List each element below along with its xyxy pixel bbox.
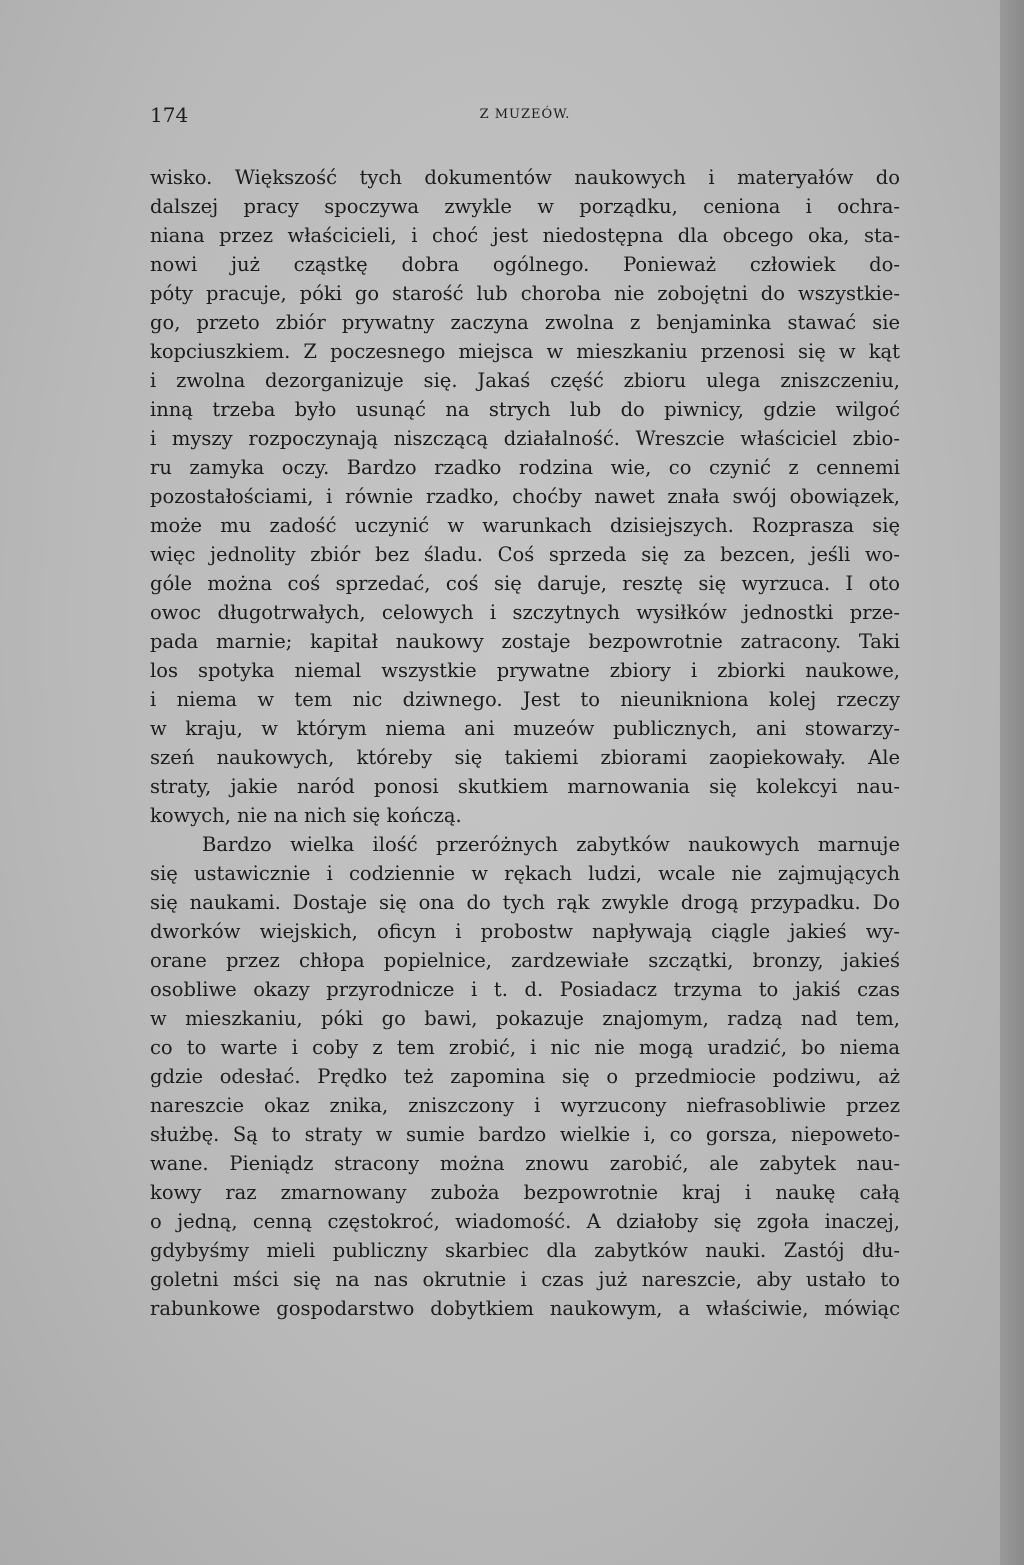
text-line: się ustawicznie i codziennie w rękach ludzi, wcale nie zajmujących <box>150 862 900 885</box>
text-line: góle można coś sprzedać, coś się daruje, resztę się wyrzuca. I oto <box>150 572 900 595</box>
text-line: więc jednolity zbiór bez śladu. Coś sprzeda się za bezcen, jeśli wo- <box>150 543 900 566</box>
page-number: 174 <box>150 103 189 127</box>
text-line: wane. Pieniądz stracony można znowu zarobić, ale zabytek nau- <box>150 1152 900 1175</box>
page-edge <box>1000 0 1024 1565</box>
text-line: pozostałościami, i równie rzadko, choćby nawet znała swój obowiązek, <box>150 485 900 508</box>
body-text <box>150 163 900 1323</box>
text-line: niana przez właścicieli, i choć jest niedostępna dla obcego oka, sta- <box>150 224 900 247</box>
text-line: dalszej pracy spoczywa zwykle w porządku, ceniona i ochra- <box>150 195 900 218</box>
text-line: o jedną, cenną częstokroć, wiadomość. A działoby się zgoła inaczej, <box>150 1210 900 1233</box>
text-line: goletni mści się na nas okrutnie i czas już nareszcie, aby ustało to <box>150 1268 900 1291</box>
text-line: może mu zadość uczynić w warunkach dzisiejszych. Rozprasza się <box>150 514 900 537</box>
paragraph-end-line: kowych, nie na nich się kończą. <box>150 804 462 827</box>
text-line: póty pracuje, póki go starość lub choroba nie zobojętni do wszystkie- <box>150 282 900 305</box>
text-line: wisko. Większość tych dokumentów naukowych i materyałów do <box>150 166 900 189</box>
text-line: rabunkowe gospodarstwo dobytkiem naukowym, a właściwie, mówiąc <box>150 1297 900 1320</box>
text-line: i niema w tem nic dziwnego. Jest to nieunikniona kolej rzeczy <box>150 688 900 711</box>
text-line: szeń naukowych, któreby się takiemi zbiorami zaopiekowały. Ale <box>150 746 900 769</box>
running-head <box>150 103 900 133</box>
text-line: pada marnie; kapitał naukowy zostaje bezpowrotnie zatracony. Taki <box>150 630 900 653</box>
text-line: go, przeto zbiór prywatny zaczyna zwolna z benjaminka stawać sie <box>150 311 900 334</box>
text-line: nareszcie okaz znika, zniszczony i wyrzucony niefrasobliwie przez <box>150 1094 900 1117</box>
text-line: w mieszkaniu, póki go bawi, pokazuje znajomym, radzą nad tem, <box>150 1007 900 1030</box>
text-line: się naukami. Dostaje się ona do tych rąk zwykle drogą przypadku. Do <box>150 891 900 914</box>
text-line: gdybyśmy mieli publiczny skarbiec dla zabytków nauki. Zastój dłu- <box>150 1239 900 1262</box>
text-line: co to warte i coby z tem zrobić, i nic nie mogą uradzić, bo niema <box>150 1036 900 1059</box>
text-line: w kraju, w którym niema ani muzeów publicznych, ani stowarzy- <box>150 717 900 740</box>
text-line: nowi już cząstkę dobra ogólnego. Ponieważ człowiek do- <box>150 253 900 276</box>
text-line: dworków wiejskich, oficyn i probostw napływają ciągle jakieś wy- <box>150 920 900 943</box>
text-line: gdzie odesłać. Prędko też zapomina się o przedmiocie podziwu, aż <box>150 1065 900 1088</box>
running-title: Z MUZEÓW. <box>479 107 571 122</box>
text-line: owoc długotrwałych, celowych i szczytnych wysiłków jednostki prze- <box>150 601 900 624</box>
text-line: kopciuszkiem. Z poczesnego miejsca w mieszkaniu przenosi się w kąt <box>150 340 900 363</box>
text-line: osobliwe okazy przyrodnicze i t. d. Posiadacz trzyma to jakiś czas <box>150 978 900 1001</box>
text-line: straty, jakie naród ponosi skutkiem marnowania się kolekcyi nau- <box>150 775 900 798</box>
text-line: i myszy rozpoczynają niszczącą działalność. Wreszcie właściciel zbio- <box>150 427 900 450</box>
text-line: ru zamyka oczy. Bardzo rzadko rodzina wie, co czynić z cennemi <box>150 456 900 479</box>
text-line: inną trzeba było usunąć na strych lub do piwnicy, gdzie wilgoć <box>150 398 900 421</box>
text-line: służbę. Są to straty w sumie bardzo wielkie i, co gorsza, niepoweto- <box>150 1123 900 1146</box>
text-line: i zwolna dezorganizuje się. Jakaś część zbioru ulega zniszczeniu, <box>150 369 900 392</box>
text-line: los spotyka niemal wszystkie prywatne zbiory i zbiorki naukowe, <box>150 659 900 682</box>
text-line: kowy raz zmarnowany zuboża bezpowrotnie kraj i naukę całą <box>150 1181 900 1204</box>
paragraph-start-line: Bardzo wielka ilość przeróżnych zabytków naukowych marnuje <box>202 833 900 856</box>
text-line: orane przez chłopa popielnice, zardzewiałe szczątki, bronzy, jakieś <box>150 949 900 972</box>
